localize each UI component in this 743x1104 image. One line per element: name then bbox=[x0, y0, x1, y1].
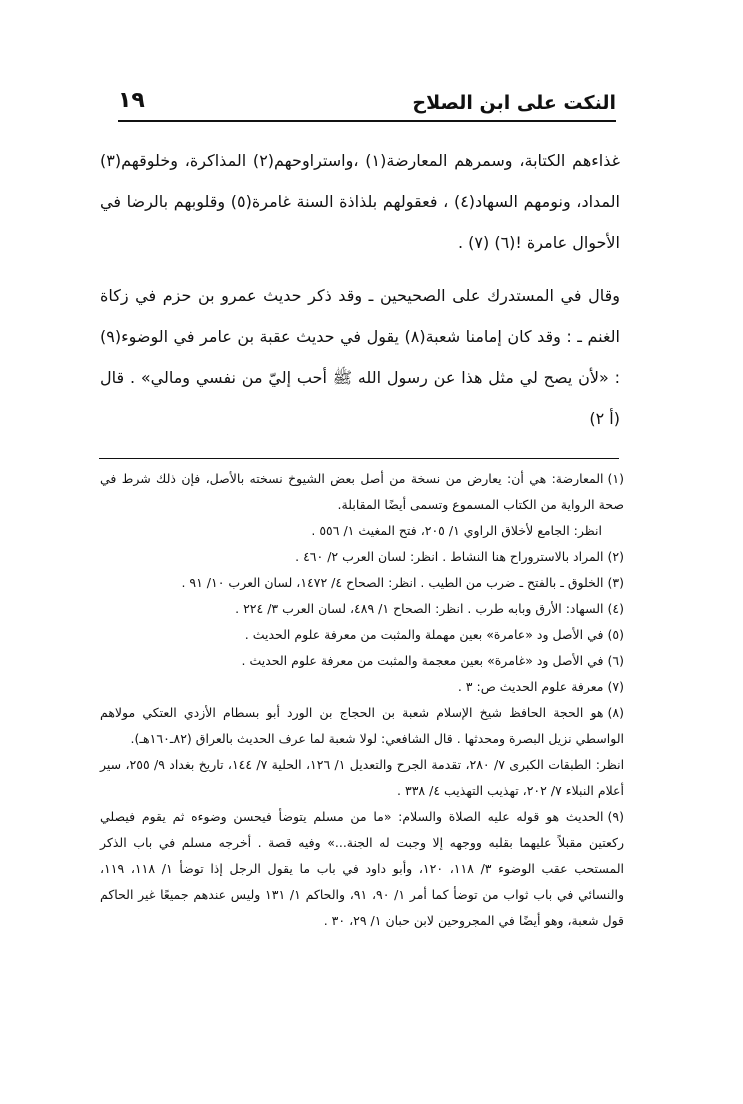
footnote-number: (١) bbox=[607, 471, 624, 486]
footnote-text: المعارضة: هي أن: يعارض من نسخة من أصل بعض الشيوخ نسخته بالأصل، فإن ذلك شرط في صحة الرواية من الكتاب المسموع وتسمى أيضًا المقابلة. bbox=[100, 471, 624, 512]
footnote-text: معرفة علوم الحديث ص: ٣ . bbox=[457, 679, 604, 694]
footnotes bbox=[100, 466, 624, 934]
footnote-text: المراد بالاستروراح هنا النشاط . انظر: لسان العرب ٢/ ٤٦٠ . bbox=[295, 549, 604, 564]
footnote-reference: انظر: الطبقات الكبرى ٧/ ٢٨٠، تقدمة الجرح والتعديل ١/ ١٢٦، الحلية ٧/ ١٤٤، تاريخ بغداد ٩/ ٢٥٥، سير أعلام النبلاء ٧/ ٢٠٢، تهذيب التهذيب ٤/ ٣٣٨ . bbox=[100, 757, 625, 798]
footnote-number: (٤) bbox=[607, 601, 624, 616]
footnote-text: الخلوق ـ بالفتح ـ ضرب من الطيب . انظر: الصحاح ٤/ ١٤٧٢، لسان العرب ١٠/ ٩١ . bbox=[181, 575, 604, 590]
footnote-number: (٨) bbox=[607, 705, 624, 720]
footnote-text: في الأصل ود «غامرة» بعين معجمة والمثبت من معرفة علوم الحديث . bbox=[241, 653, 604, 668]
header-title: النكت على ابن الصلاح bbox=[412, 92, 616, 114]
footnote-number: (٦) bbox=[607, 653, 624, 668]
paragraph: وقال في المستدرك على الصحيحين ـ وقد ذكر حديث عمرو بن حزم في زكاة الغنم ـ : وقد كان إمامنا شعبة(٨) يقول في حديث عقبة بن عامر في الوضوء(٩) : «لأن يصح لي مثل هذا عن رسول الله ﷺ أحب إليّ من نفسي ومالي» . قال (أ ٢) bbox=[100, 286, 620, 428]
footnote bbox=[100, 544, 624, 570]
running-header bbox=[118, 86, 616, 122]
footnote bbox=[100, 700, 624, 752]
footnote bbox=[100, 674, 624, 700]
footnote-divider bbox=[99, 458, 619, 459]
footnote-text: السهاد: الأرق وبابه طرب . انظر: الصحاح ١/ ٤٨٩، لسان العرب ٣/ ٢٢٤ . bbox=[235, 601, 604, 616]
footnote-number: (٣) bbox=[607, 575, 624, 590]
footnote bbox=[100, 596, 624, 622]
footnote bbox=[100, 622, 624, 648]
footnote-number: (٢) bbox=[607, 549, 624, 564]
footnote-reference: انظر: الجامع لأخلاق الراوي ١/ ٢٠٥، فتح المغيث ١/ ٥٥٦ . bbox=[311, 523, 602, 538]
footnote bbox=[100, 648, 624, 674]
footnote-text: الحديث هو قوله عليه الصلاة والسلام: «ما من مسلم يتوضأ فيحسن وضوءه ثم يقوم فيصلي ركعتين مقبلاً عليهما بقلبه ووجهه إلا وجبت له الجنة...» وفيه قصة . أخرجه مسلم في باب الذكر المستحب عقب الوضوء ٣/ ١١٨، ١٢٠، وأبو داود في باب ما يقول الرجل إذا توضأ ١/ ١١٨، ١١٩، والنسائي في باب ثواب من توضأ كما أمر ١/ ٩٠، ٩١، والحاكم ١/ ١٣١ وليس عندهم جميعًا غير الحاكم قول شعبة، وهو أيضًا في المجروحين لابن حبان ١/ ٢٩، ٣٠ . bbox=[100, 809, 625, 928]
paragraph: غذاءهم الكتابة، وسمرهم المعارضة(١) ،واستراوحهم(٢) المذاكرة، وخلوقهم(٣) المداد، ونومهم السهاد(٤) ، فعقولهم بلذاذة السنة غامرة(٥) وقلوبهم بالرضا في الأحوال عامرة !(٦) (٧) . bbox=[100, 151, 620, 252]
footnote bbox=[100, 466, 624, 518]
footnote-number: (٥) bbox=[607, 627, 624, 642]
footnote-text: هو الحجة الحافظ شيخ الإسلام شعبة بن الحجاج بن الورد أبو بسطام الأزدي العتكي مولاهم الواسطي نزيل البصرة ومحدثها . قال الشافعي: لولا شعبة لما عرف الحديث بالعراق (٨٢ـ١٦٠هـ). bbox=[100, 705, 624, 746]
page-number: ١٩ bbox=[118, 88, 145, 113]
footnote bbox=[100, 804, 624, 934]
footnote-number: (٧) bbox=[607, 679, 624, 694]
footnote bbox=[100, 570, 624, 596]
footnote-number: (٩) bbox=[607, 809, 624, 824]
main-text bbox=[100, 140, 620, 439]
footnote-text: في الأصل ود «عامرة» بعين مهملة والمثبت من معرفة علوم الحديث . bbox=[244, 627, 604, 642]
